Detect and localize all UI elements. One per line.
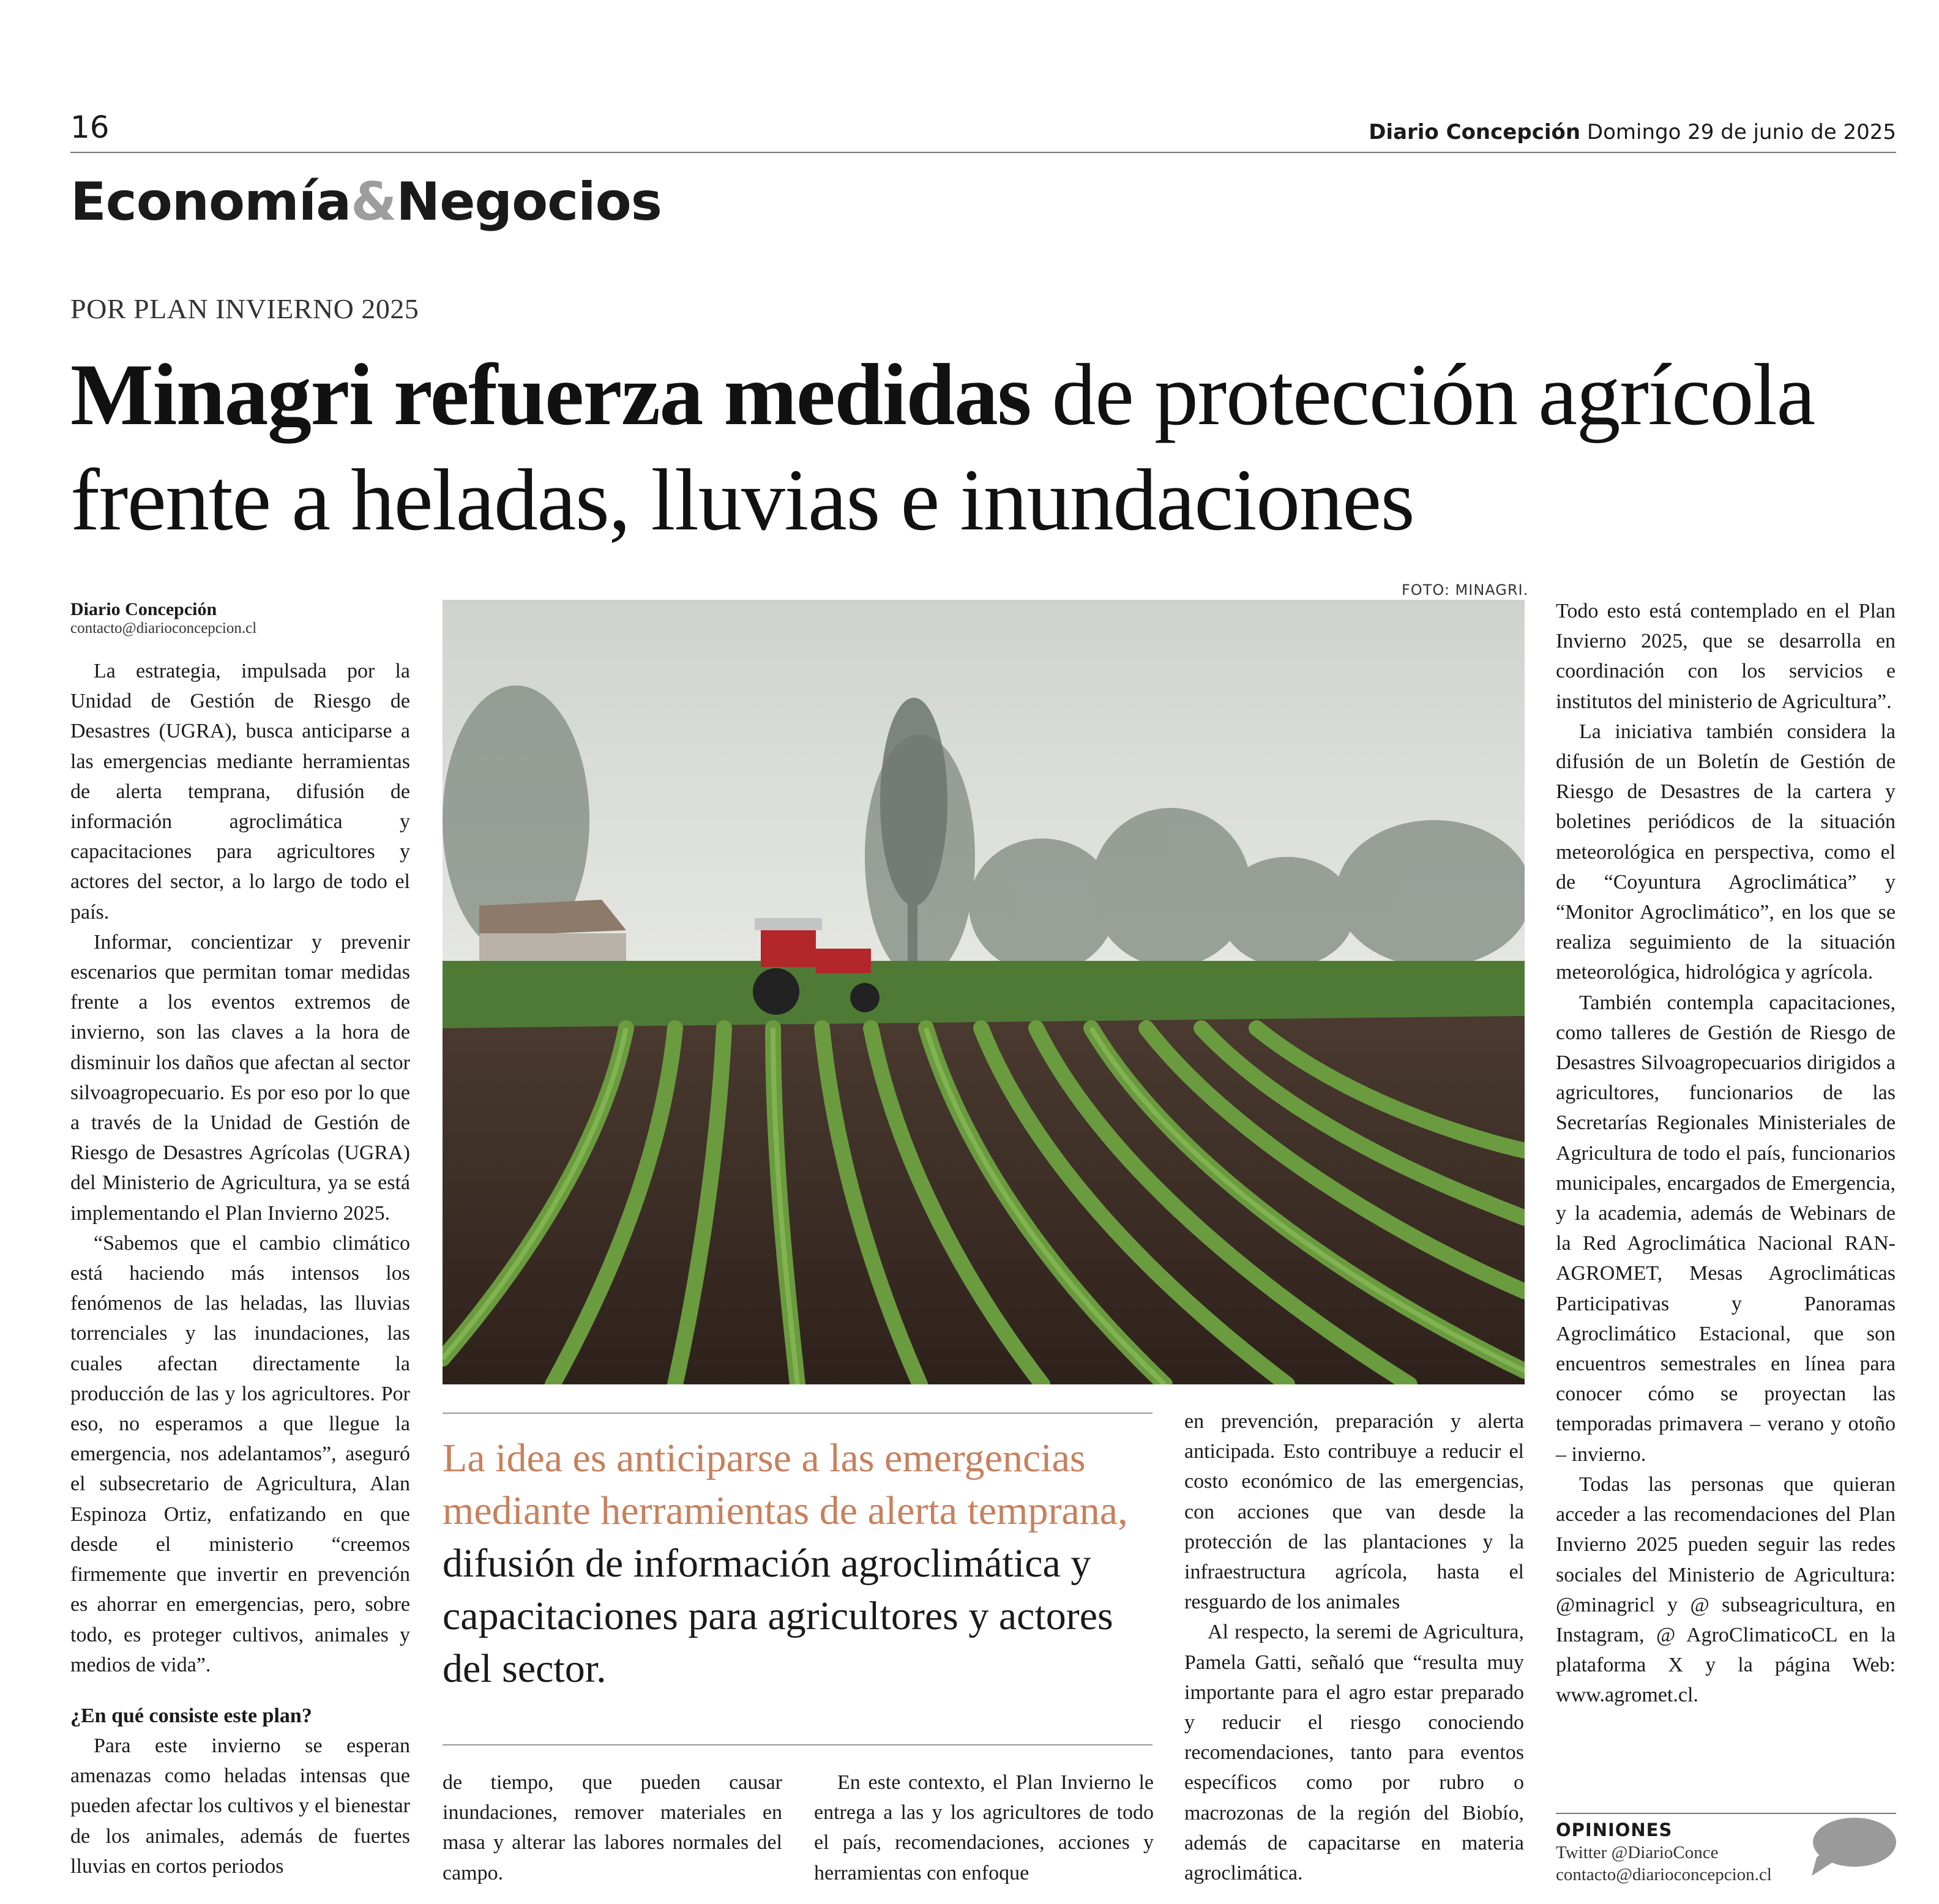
byline-email: contacto@diarioconcepcion.cl: [70, 620, 257, 637]
farm-field-photo: [443, 600, 1525, 1384]
header-rule: [70, 152, 1896, 153]
opinions-title: OPINIONES: [1556, 1820, 1673, 1840]
headline-bold: Minagri refuerza medidas: [70, 346, 1031, 444]
header-publication-date: [1369, 120, 1896, 144]
paragraph: de tiempo, que pueden causar inundaciones, remover materiales en masa y alterar las labores normales del campo.: [443, 1771, 782, 1884]
section-title-amp: &: [351, 171, 397, 233]
paragraph: La estrategia, impulsada por la Unidad de Gestión de Riesgo de Desastres (UGRA), busca anticiparse a las emergencias mediante herramientas de alerta temprana, difusión de información agroclimática y capacitaciones para agricultores y actores del sector, a lo largo de todo el país.: [70, 660, 410, 924]
article-headline: [70, 343, 1907, 553]
pull-quote-rule-top: [443, 1413, 1153, 1414]
section-title-right: Negocios: [396, 171, 662, 233]
article-column-3: [814, 1768, 1154, 1888]
publication-date: Domingo 29 de junio de 2025: [1586, 120, 1896, 144]
section-title-left: Economía: [70, 171, 351, 233]
paragraph: Todo esto está contemplado en el Plan Invierno 2025, que se desarrolla en coordinación con los servicios e institutos del ministerio de Agricultura”.: [1556, 600, 1896, 713]
opinions-rule: [1556, 1813, 1896, 1814]
paragraph: En este contexto, el Plan Invierno le entrega a las y los agricultores de todo el país, recomendaciones, acciones y herramientas con enfoque: [814, 1771, 1154, 1884]
headline-rest: de protección agrícola frente a heladas, lluvias e inundaciones: [70, 346, 1815, 549]
paragraph: Todas las personas que quieran acceder a las recomendaciones del Plan Invierno 2025 pueden seguir las redes sociales del Ministerio de Agricultura: @minagricl y @ subseagricultura, en Instagram, @ AgroClimaticoCL en la plataforma X y la página Web: www.agromet.cl.: [1556, 1473, 1896, 1707]
paragraph: en prevención, preparación y alerta anticipada. Esto contribuye a reducir el costo económico de las emergencias, con acciones que van desde la protección de las plantaciones y la infraestructura agrícola, hasta el resguardo de los animales: [1184, 1410, 1524, 1614]
pull-quote-rule-bottom: [443, 1744, 1153, 1745]
page-number: 16: [70, 110, 110, 145]
paragraph: Para este invierno se esperan amenazas como heladas intensas que pueden afectar los cultivos y el bienestar de los animales, además de fuertes lluvias en cortos periodos: [70, 1734, 410, 1878]
paragraph: También contempla capacitaciones, como talleres de Gestión de Riesgo de Desastres Silvoagropecuarios dirigidos a agricultores, funcionarios de las Secretarías Regionales Ministeriales de Agricultura de todo el país, funcionarios municipales, encargados de Emergencia, y la academia, además de Webinars de la Red Agroclimática Nacional RAN-AGROMET, Mesas Agroclimáticas Participativas y Panoramas Agroclimático Estacional, que son encuentros semestrales en línea para conocer cómo se proyectan las temporadas primavera – verano y otoño – invierno.: [1556, 991, 1896, 1466]
paragraph: Al respecto, la seremi de Agricultura, Pamela Gatti, señaló que “resulta muy importante para el agro estar preparado y reducir el riesgo conociendo recomendaciones, tanto para eventos específicos como por rubro o macrozonas de la región del Biobío, además de capacitarse en materia agroclimática.: [1184, 1621, 1524, 1885]
opinions-twitter: Twitter @DiarioConce: [1556, 1843, 1719, 1862]
paragraph: “Sabemos que el cambio climático está haciendo más intensos los fenómenos de las heladas, las lluvias torrenciales y las inundaciones, las cuales afectan directamente la producción de las y los agricultores. Por eso, no esperamos a que llegue la emergencia, nos adelantamos”, aseguró el subsecretario de Agricultura, Alan Espinoza Ortiz, enfatizando en que desde el ministerio “creemos firmemente que invertir en prevención es ahorrar en emergencias, pero, sobre todo, es proteger cultivos, animales y medios de vida”.: [70, 1231, 410, 1676]
pull-quote-rest: difusión de información agroclimática y capacitaciones para agricultores y actores del sector.: [443, 1541, 1113, 1691]
article-column-2: [443, 1768, 782, 1888]
pull-quote: [443, 1432, 1153, 1695]
opinions-email: contacto@diarioconcepcion.cl: [1556, 1865, 1772, 1884]
speech-bubble-icon: [1806, 1815, 1897, 1882]
article-column-4: [1184, 1406, 1524, 1888]
paragraph: Informar, concientizar y prevenir escenarios que permitan tomar medidas frente a los eventos extremos de invierno, son las claves a la hora de disminuir los daños que afectan al sector silvoagropecuario. Es por eso por lo que a través de la Unidad de Gestión de Riesgo de Desastres Agrícolas (UGRA) del Ministerio de Agricultura, ya se está implementando el Plan Invierno 2025.: [70, 930, 410, 1225]
article-column-1: [70, 656, 410, 1881]
publication-name: Diario Concepción: [1369, 120, 1581, 144]
article-kicker: POR PLAN INVIERNO 2025: [70, 293, 419, 324]
pull-quote-accent: La idea es anticiparse a las emergencias mediante herramientas de alerta temprana,: [443, 1436, 1128, 1533]
paragraph: La iniciativa también considera la difusión de un Boletín de Gestión de Riesgo de Desastres de la cartera y boletines periódicos de la situación meteorológica en perspectiva, como el de “Coyuntura Agroclimática” y “Monitor Agroclimático”, en los que se realiza seguimiento de la situación meteorológica, hidrológica y agrícola.: [1556, 720, 1896, 984]
byline-name: Diario Concepción: [70, 599, 217, 619]
photo-credit: FOTO: MINAGRI.: [1402, 581, 1529, 599]
article-column-5: [1556, 596, 1896, 1711]
subhead: ¿En qué consiste este plan?: [70, 1704, 312, 1727]
section-title: [70, 171, 662, 233]
